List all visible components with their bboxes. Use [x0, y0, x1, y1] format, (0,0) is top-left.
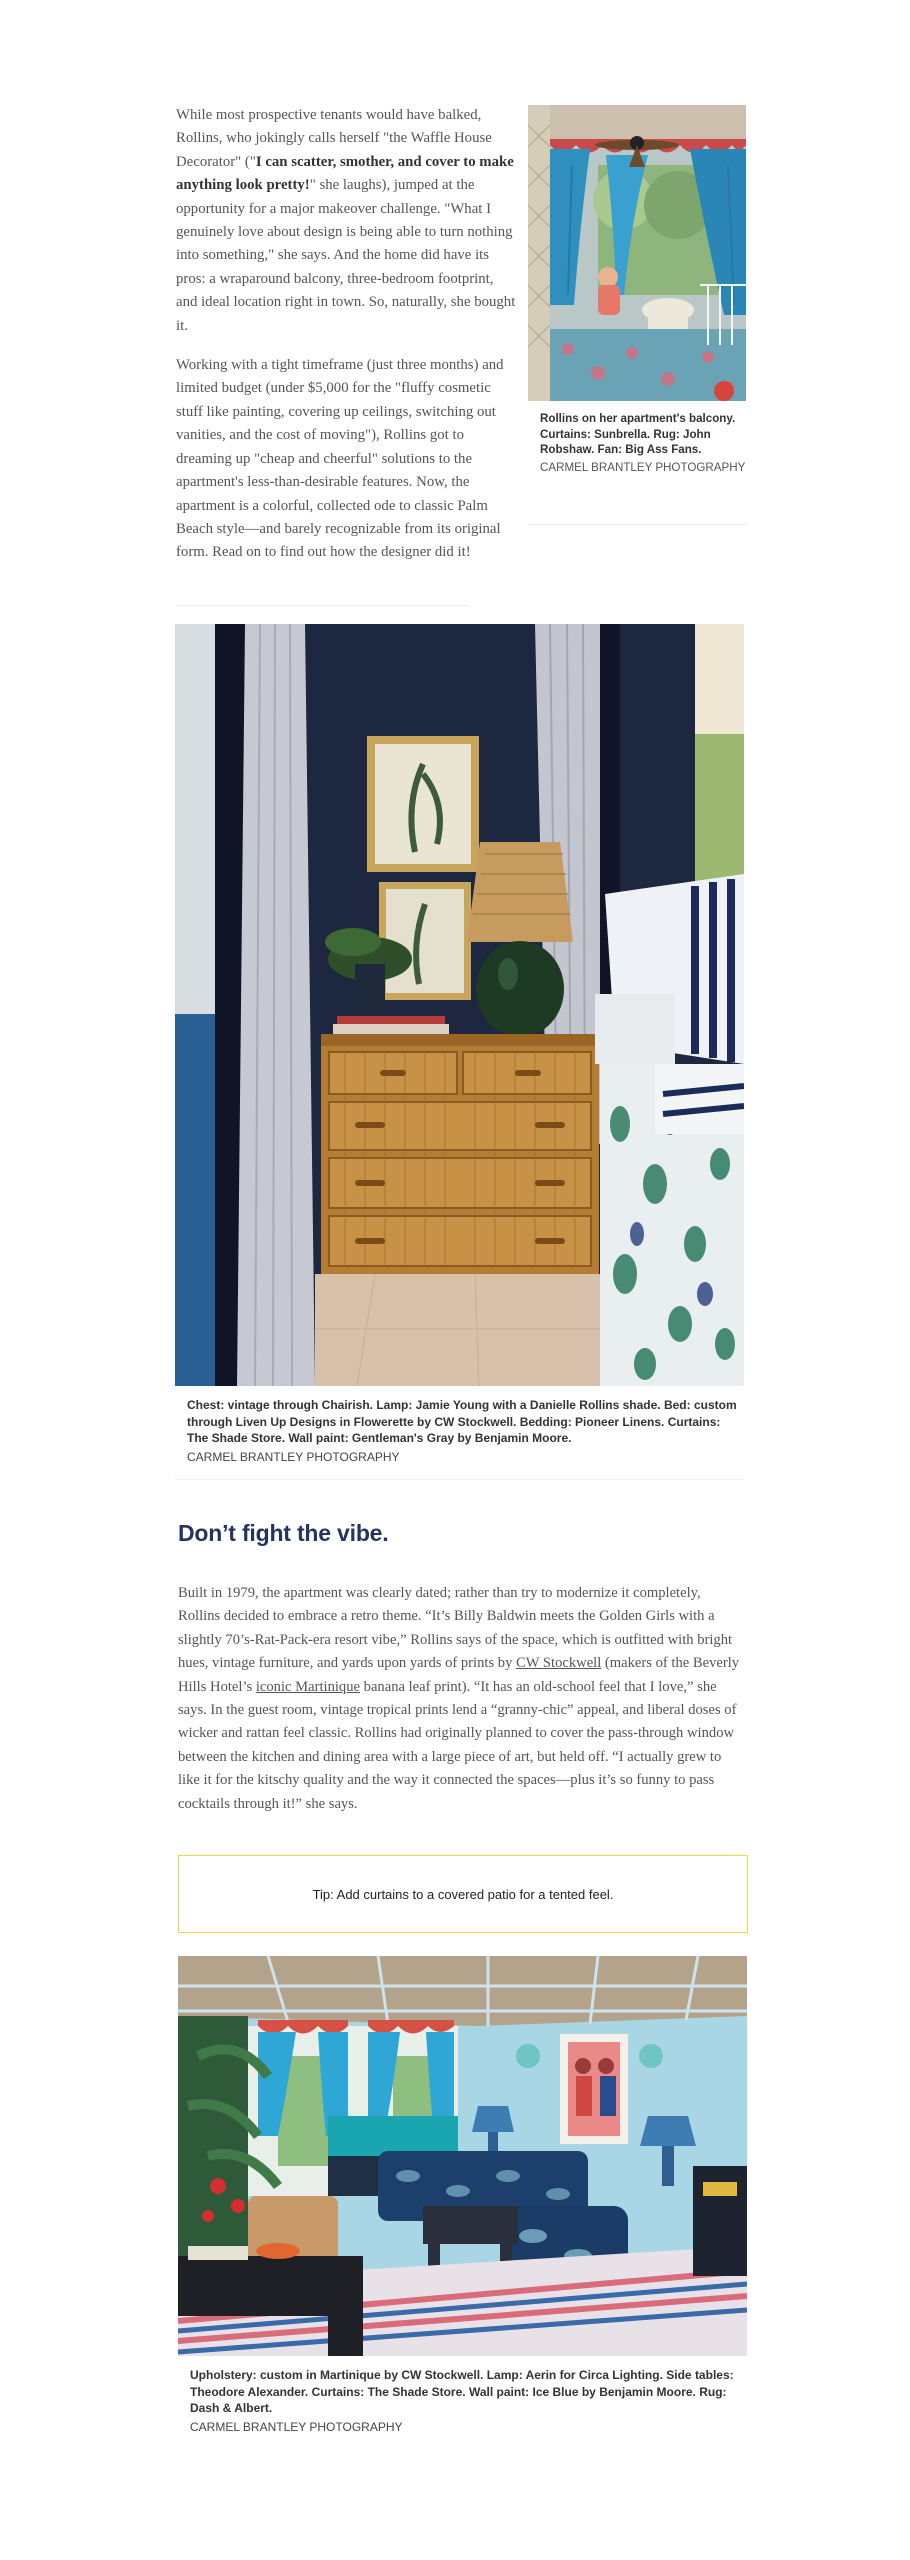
balcony-figure [528, 105, 746, 475]
section-heading: Don’t fight the vibe. [178, 1520, 389, 1546]
living-room-caption [178, 2356, 747, 2435]
tip-box [178, 1855, 748, 1933]
living-room-photo-credit: CARMEL BRANTLEY PHOTOGRAPHY [190, 2419, 403, 2434]
side-figure-divider [528, 524, 746, 525]
bedroom-caption-text: Chest: vintage through Chairish. Lamp: Jamie Young with a Danielle Rollins shade. Bed: custom through Liven Up Designs in Flowerette by CW Stockwell. Bedding: Pioneer Linens. Curtains: The Shade Store. Wall paint: Gentleman's Gray by Benjamin Moore. [187, 1398, 737, 1445]
living-room-caption-text: Upholstery: custom in Martinique by CW Stockwell. Lamp: Aerin for Circa Lighting. Side tables: Theodore Alexander. Curtains: The Shade Store. Wall paint: Ice Blue by Benjamin Moore. Rug: Dash & Albert. [190, 2368, 734, 2415]
bedroom-figure [175, 624, 744, 1465]
balcony-photo-credit: CARMEL BRANTLEY PHOTOGRAPHY [540, 460, 746, 474]
tip-text: Tip: Add curtains to a covered patio for a tented feel. [312, 1886, 614, 1902]
intro-quote-bold: I can scatter, smother, and cover to make anything look pretty! [176, 153, 514, 194]
living-room-figure [178, 1956, 747, 2435]
balcony-caption [528, 401, 746, 475]
iconic-martinique-link[interactable]: iconic Martinique [255, 1678, 360, 1695]
intro-paragraph-2: Working with a tight timeframe (just three months) and limited budget (under $5,000 for the "fluffy cosmetic stuff like painting, covering up ceilings, switching out vanities, and the cost of moving"), Rollins got to dreaming up "cheap and cheerful" solutions to the apartment's less-than-desirable features. Now, the apartment is a colorful, collected ode to classic Palm Beach style—and barely recognizable from its original form. Read on to find out how the designer did it! [176, 357, 504, 561]
living-room-photo [178, 1956, 747, 2356]
balcony-caption-text: Rollins on her apartment's balcony. Curtains: Sunbrella. Rug: John Robshaw. Fan: Big Ass Fans. [540, 412, 736, 457]
figure1-divider [175, 1479, 744, 1480]
balcony-photo [528, 105, 746, 401]
bedroom-caption [175, 1386, 744, 1465]
bedroom-photo [175, 624, 744, 1386]
intro-paragraph-1: While most prospective tenants would have balked, Rollins, who jokingly calls herself "the Waffle House Decorator" ("I can scatter, smother, and cover to make anything look pretty!" she laughs), jumped at the opportunity for a major makeover challenge. "What I genuinely love about design is being able to turn nothing into something," she says. And the home did have its pros: a wraparound balcony, three-bedroom footprint, and ideal location right in town. So, naturally, she bought it. [176, 107, 516, 334]
intro-text [176, 104, 516, 581]
cw-stockwell-link[interactable]: CW Stockwell [516, 1655, 602, 1672]
section-paragraph: Built in 1979, the apartment was clearly dated; rather than try to modernize it completely, Rollins decided to embrace a retro theme. “It’s Billy Baldwin meets the Golden Girls with a slightly 70’s-Rat-Pack-era resort vibe,” Rollins says of the space, which is outfitted with bright hues, vintage furniture, and yards upon yards of prints by CW Stockwell (makers of the Beverly Hills Hotel’s iconic Martinique banana leaf print). “It has an old-school feel that I love,” she says. In the guest room, vintage tropical prints lend a “granny-chic” appeal, and liberal doses of wicker and rattan feel classic. Rollins had originally planned to cover the pass-through window between the kitchen and dining area with a large piece of art, but held off. “I actually grew to like it for the kitschy quality and the way it connected the spaces—plus it’s so funny to pass cocktails through it!” she says. [178, 1585, 740, 1812]
bedroom-photo-credit: CARMEL BRANTLEY PHOTOGRAPHY [187, 1449, 400, 1464]
intro-divider [176, 605, 468, 606]
